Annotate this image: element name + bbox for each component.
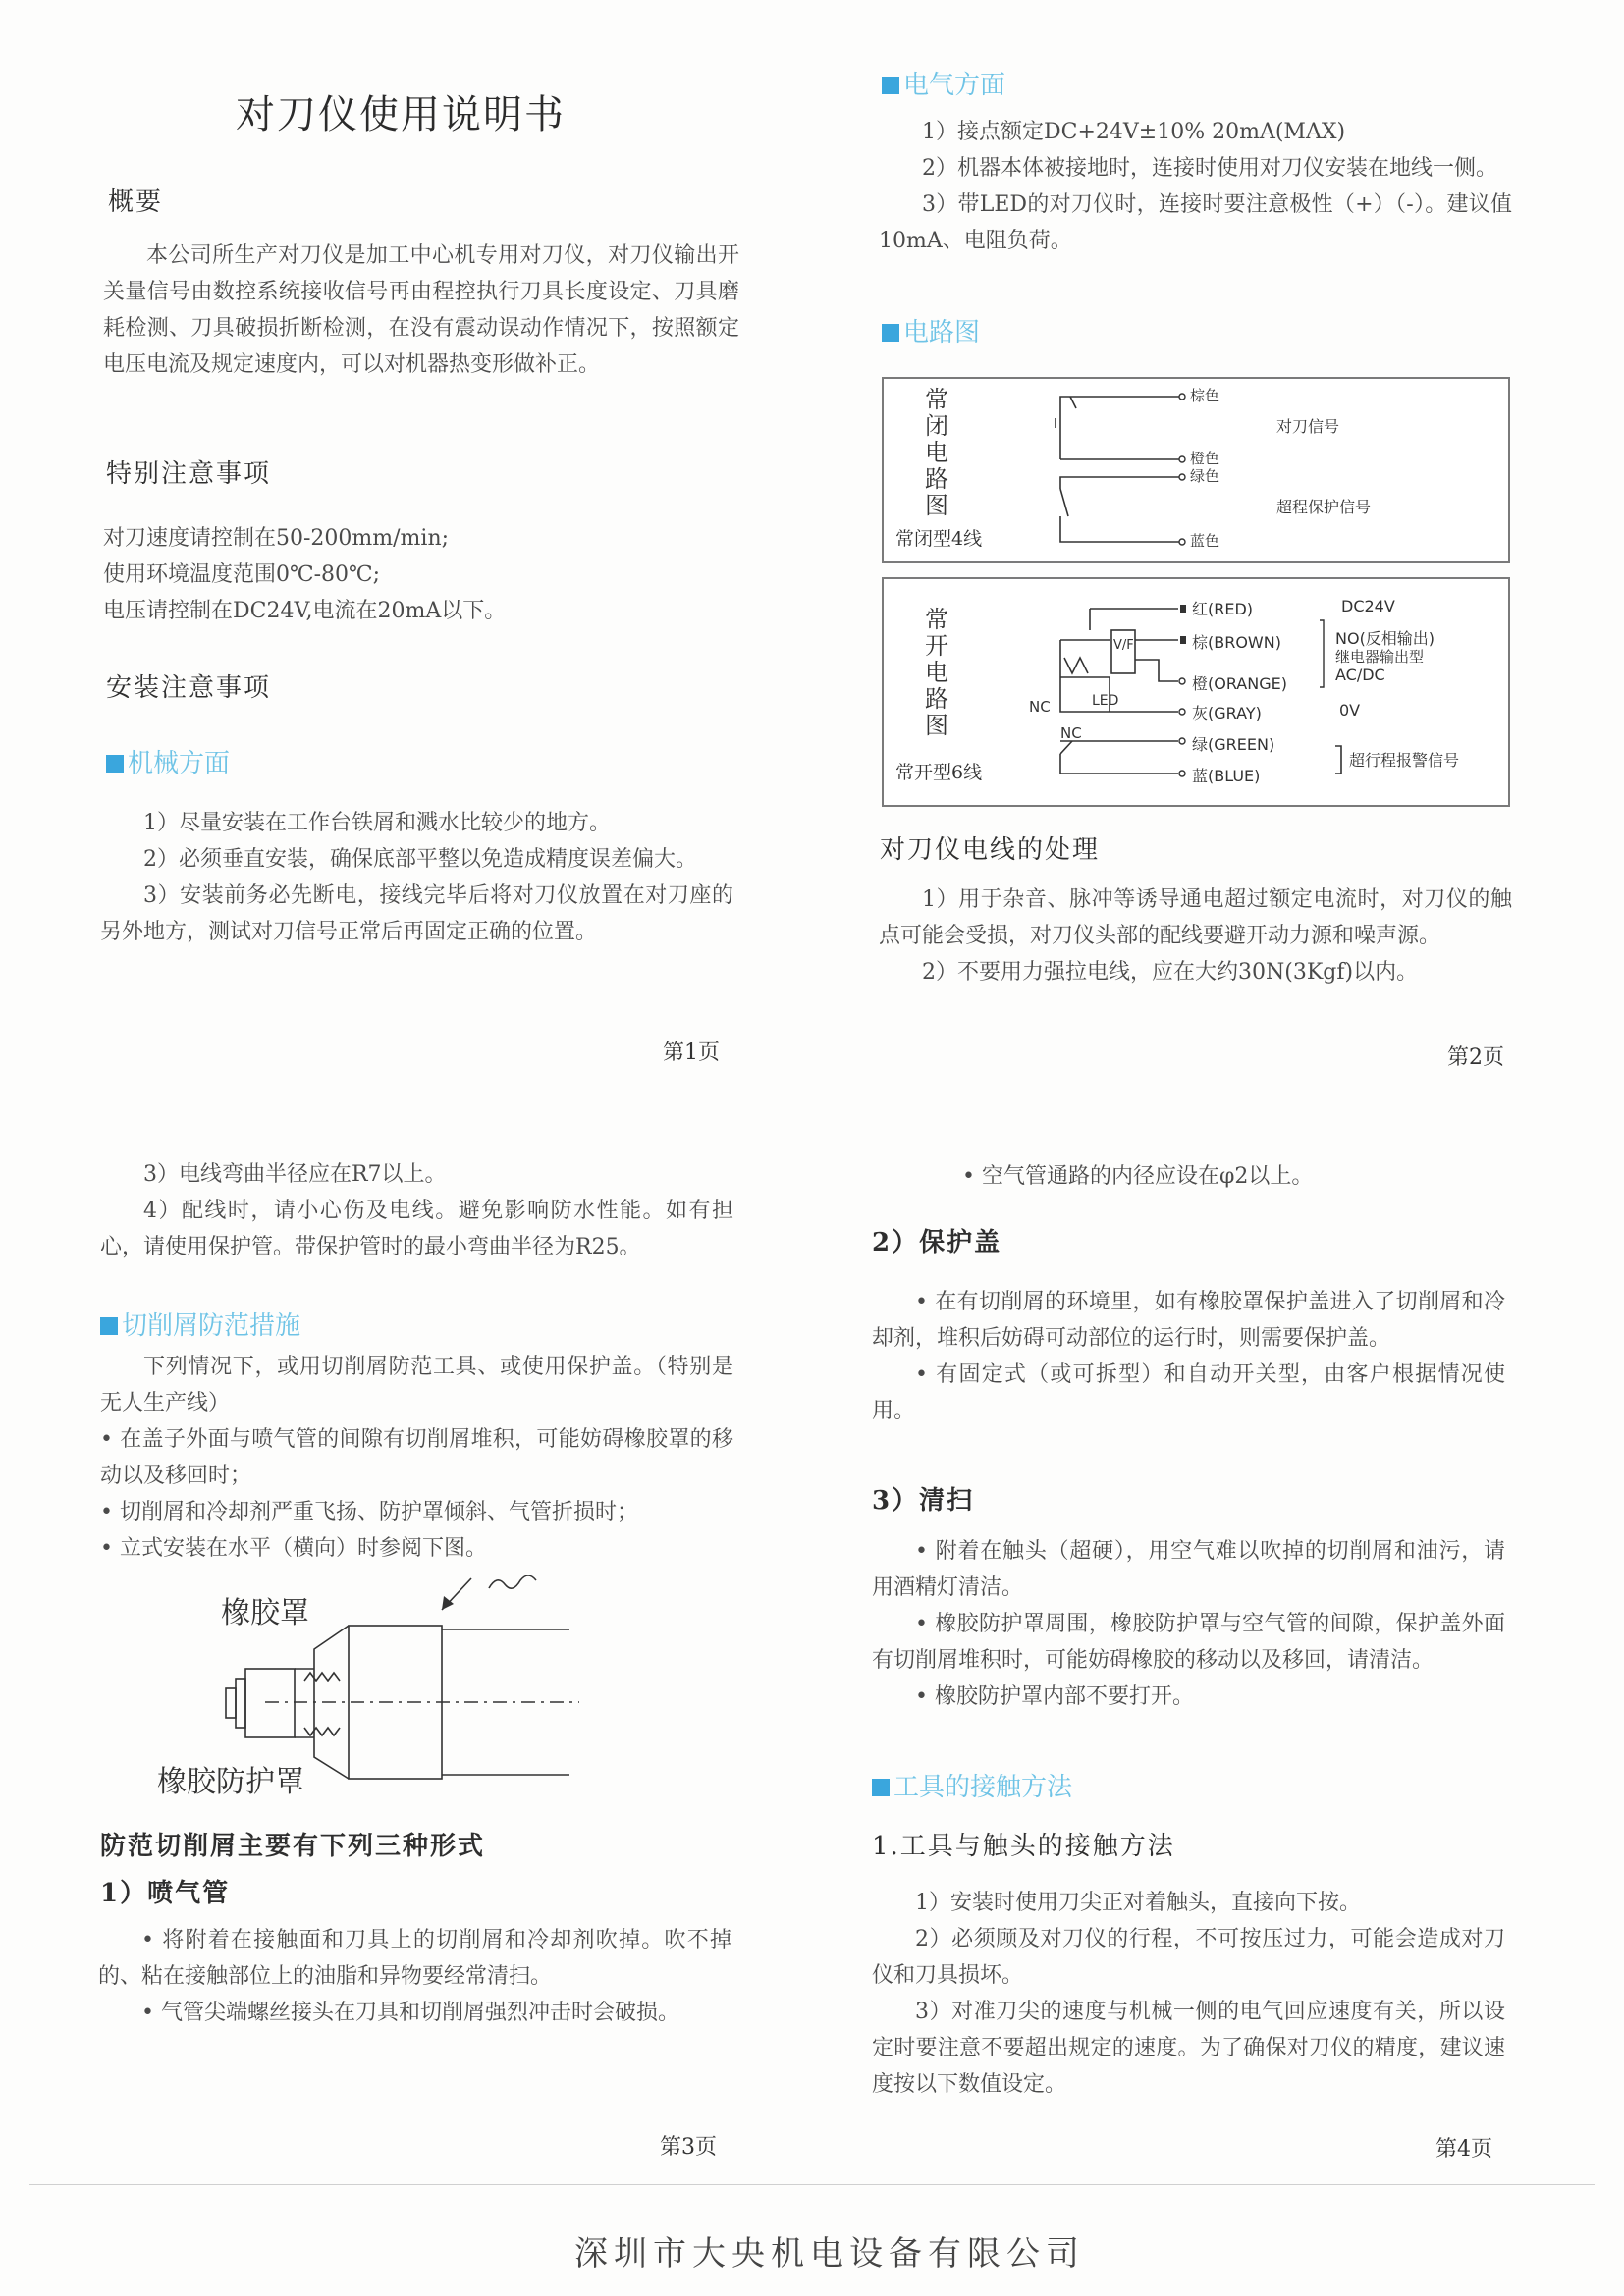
special-notes-heading: 特别注意事项 — [106, 459, 272, 489]
air-pipe-heading: 1）喷气管 — [100, 1879, 231, 1908]
electrical-heading — [882, 65, 1005, 101]
no-wire-brown: 棕(BROWN) — [1192, 633, 1281, 652]
nc-wire-blue: 蓝色 — [1190, 532, 1220, 550]
no-alarm-signal: 超行程报警信号 — [1349, 751, 1460, 770]
no-led-label: LED — [1092, 693, 1119, 709]
cleaning-item-1: • 附着在触头（超硬），用空气难以吹掉的切削屑和油污，请用酒精灯清洁。 — [872, 1539, 1505, 1600]
special-note-2: 使用环境温度范围0℃-80℃; — [103, 562, 381, 587]
electrical-item-2: 2）机器本体被接地时，连接时使用对刀仪安装在地线一侧。 — [922, 156, 1497, 181]
page-number-1: 第1页 — [663, 1041, 720, 1065]
chip-item-3: • 立式安装在水平（横向）时参阅下图。 — [100, 1536, 487, 1561]
rubber-cover-label: 橡胶罩 — [221, 1596, 309, 1630]
forms-heading: 防范切削屑主要有下列三种形式 — [100, 1832, 486, 1861]
no-wire-green: 绿(GREEN) — [1192, 735, 1275, 754]
page-number-4: 第4页 — [1435, 2137, 1492, 2162]
mechanical-item-1: 1）尽量安装在工作台铁屑和溅水比较少的地方。 — [143, 811, 611, 835]
cable-handling-list — [879, 881, 1512, 990]
chip-prevention-heading-text: 切削屑防范措施 — [122, 1311, 301, 1341]
nc-wire-green: 绿色 — [1190, 467, 1220, 485]
no-circuit-diagram — [882, 577, 1510, 807]
footer-divider — [29, 2184, 1595, 2185]
company-footer: 深圳市大央机电设备有限公司 — [574, 2234, 1085, 2273]
chip-item-1: • 在盖子外面与喷气管的间隙有切削屑堆积，可能妨碍橡胶罩的移动以及移回时； — [100, 1427, 733, 1488]
blue-square-icon — [872, 1779, 890, 1796]
mechanical-heading — [106, 743, 230, 779]
blue-square-icon — [882, 324, 899, 342]
blue-square-icon — [100, 1317, 118, 1335]
nc-type-label: 常闭型4线 — [895, 528, 983, 550]
p3-top-list — [100, 1156, 733, 1265]
no-acdc: AC/DC — [1335, 666, 1385, 684]
mechanical-list — [100, 805, 733, 950]
cable-item-1: 1）用于杂音、脉冲等诱导通电超过额定电流时，对刀仪的触点可能会受损，对刀仪头部的配线要避开动力源和噪声源。 — [879, 887, 1512, 948]
special-note-3: 电压请控制在DC24V,电流在20mA以下。 — [103, 599, 507, 623]
chip-item-2: • 切削屑和冷却剂严重飞扬、防护罩倾斜、气管折损时； — [100, 1500, 638, 1524]
p3-item-4: 4）配线时，请小心伤及电线。避免影响防水性能。如有担心，请使用保护管。带保护管时的最小弯曲半径为R25。 — [100, 1199, 733, 1259]
blue-square-icon — [882, 77, 899, 94]
nc-wire-orange: 橙色 — [1190, 450, 1220, 467]
tool-contact-list — [872, 1885, 1505, 2103]
protective-cover-list — [872, 1284, 1505, 1429]
protective-cover-item-1: • 在有切削屑的环境里，如有橡胶罩保护盖进入了切削屑和冷却剂，堆积后妨碍可动部位的运行时，则需要保护盖。 — [872, 1290, 1505, 1351]
no-type-label: 常开型6线 — [895, 762, 983, 783]
tool-contact-item-3: 3）对准刀尖的速度与机械一侧的电气回应速度有关，所以设定时要注意不要超出规定的速度。为了确保对刀仪的精度，建议速度按以下数值设定。 — [872, 2000, 1505, 2097]
no-nc-label-1: NC — [1029, 698, 1051, 716]
cleaning-item-2: • 橡胶防护罩周围，橡胶防护罩与空气管的间隙，保护盖外面有切削屑堆积时，可能妨碍橡胶的移动以及移回，请清洁。 — [872, 1612, 1505, 1673]
cleaning-heading: 3）清扫 — [872, 1486, 975, 1516]
protective-cover-item-2: • 有固定式（或可拆型）和自动开关型，由客户根据情况使用。 — [872, 1362, 1505, 1423]
cleaning-item-3: • 橡胶防护罩内部不要打开。 — [915, 1684, 1194, 1709]
nc-circuit-diagram — [882, 377, 1510, 563]
no-wire-red: 红(RED) — [1192, 600, 1254, 618]
tool-contact-subheading: 1.工具与触头的接触方法 — [872, 1832, 1175, 1861]
no-0v: 0V — [1339, 701, 1361, 720]
tool-contact-item-2: 2）必须顾及对刀仪的行程，不可按压过力，可能会造成对刀仪和刀具损坏。 — [872, 1927, 1505, 1988]
air-pipe-item-2: • 气管尖端螺丝接头在刀具和切削屑强烈冲击时会破损。 — [141, 2001, 679, 2025]
no-nc-label-2: NC — [1060, 724, 1082, 742]
air-pipe-list — [98, 1922, 731, 2031]
mechanical-heading-text: 机械方面 — [128, 749, 231, 778]
circuit-heading-text: 电路图 — [903, 318, 981, 347]
rubber-cover-figure — [147, 1571, 589, 1816]
special-notes-list — [103, 520, 692, 629]
no-relay-output: 继电器输出型 — [1335, 648, 1425, 666]
p3-item-3: 3）电线弯曲半径应在R7以上。 — [143, 1162, 447, 1187]
tool-contact-heading — [872, 1767, 1072, 1803]
cleaning-list — [872, 1533, 1505, 1715]
chip-item-intro: 下列情况下，或用切削屑防范工具、或使用保护盖。（特别是无人生产线） — [100, 1355, 733, 1415]
cable-handling-heading: 对刀仪电线的处理 — [880, 835, 1101, 865]
no-wire-orange: 橙(ORANGE) — [1192, 674, 1287, 693]
install-notes-heading: 安装注意事项 — [106, 673, 272, 703]
rubber-guard-label: 橡胶防护罩 — [157, 1765, 304, 1799]
protective-cover-heading: 2）保护盖 — [872, 1228, 1002, 1257]
no-vertical-label: 常 开 电 路 图 — [925, 606, 948, 739]
no-dc24v: DC24V — [1341, 597, 1395, 615]
page-number-3: 第3页 — [660, 2135, 717, 2160]
nc-signal-2: 超程保护信号 — [1276, 498, 1372, 516]
mechanical-item-2: 2）必须垂直安装，确保底部平整以免造成精度误差偏大。 — [143, 847, 697, 872]
blue-square-icon — [106, 755, 124, 773]
electrical-heading-text: 电气方面 — [903, 71, 1006, 100]
mechanical-item-3: 3）安装前务必先断电，接线完毕后将对刀仪放置在对刀座的另外地方，测试对刀信号正常后再固定正确的位置。 — [100, 883, 733, 944]
electrical-list — [879, 114, 1512, 259]
no-vf-label: V/F — [1113, 638, 1134, 653]
tool-contact-heading-text: 工具的接触方法 — [893, 1773, 1073, 1802]
page-number-2: 第2页 — [1447, 1045, 1504, 1070]
nc-wire-brown: 棕色 — [1190, 387, 1220, 404]
tool-contact-item-1: 1）安装时使用刀尖正对着触头，直接向下按。 — [915, 1891, 1361, 1915]
electrical-item-1: 1）接点额定DC+24V±10% 20mA(MAX) — [922, 120, 1346, 144]
nc-signal-1: 对刀信号 — [1276, 417, 1340, 436]
nc-vertical-label: 常 闭 电 路 图 — [925, 386, 948, 519]
cable-item-2: 2）不要用力强拉电线，应在大约30N(3Kgf)以内。 — [922, 960, 1419, 985]
circuit-heading — [882, 312, 980, 348]
air-pipe-item-1: • 将附着在接触面和刀具上的切削屑和冷却剂吹掉。吹不掉的、粘在接触部位上的油脂和异物要经常清扫。 — [98, 1928, 731, 1989]
no-wire-gray: 灰(GRAY) — [1192, 704, 1262, 722]
chip-prevention-heading — [100, 1306, 300, 1342]
no-wire-blue: 蓝(BLUE) — [1192, 767, 1261, 785]
special-note-1: 对刀速度请控制在50-200mm/min; — [103, 526, 450, 551]
electrical-item-3: 3）带LED的对刀仪时，连接时要注意极性（+）（-）。建议值10mA、电阻负荷。 — [879, 192, 1512, 253]
document-title: 对刀仪使用说明书 — [236, 92, 566, 137]
overview-heading: 概要 — [108, 187, 164, 217]
p4-top-line: • 空气管通路的内径应设在φ2以上。 — [962, 1164, 1314, 1189]
chip-prevention-list — [100, 1349, 733, 1567]
overview-text: 本公司所生产对刀仪是加工中心机专用对刀仪，对刀仪输出开关量信号由数控系统接收信号再由程控执行刀具长度设定、刀具磨耗检测、刀具破损折断检测，在没有震动误动作情况下，按照额定电压电流及规定速度内，可以对机器热变形做补正。 — [103, 243, 739, 377]
no-no-output: NO(反相输出) — [1335, 629, 1435, 648]
